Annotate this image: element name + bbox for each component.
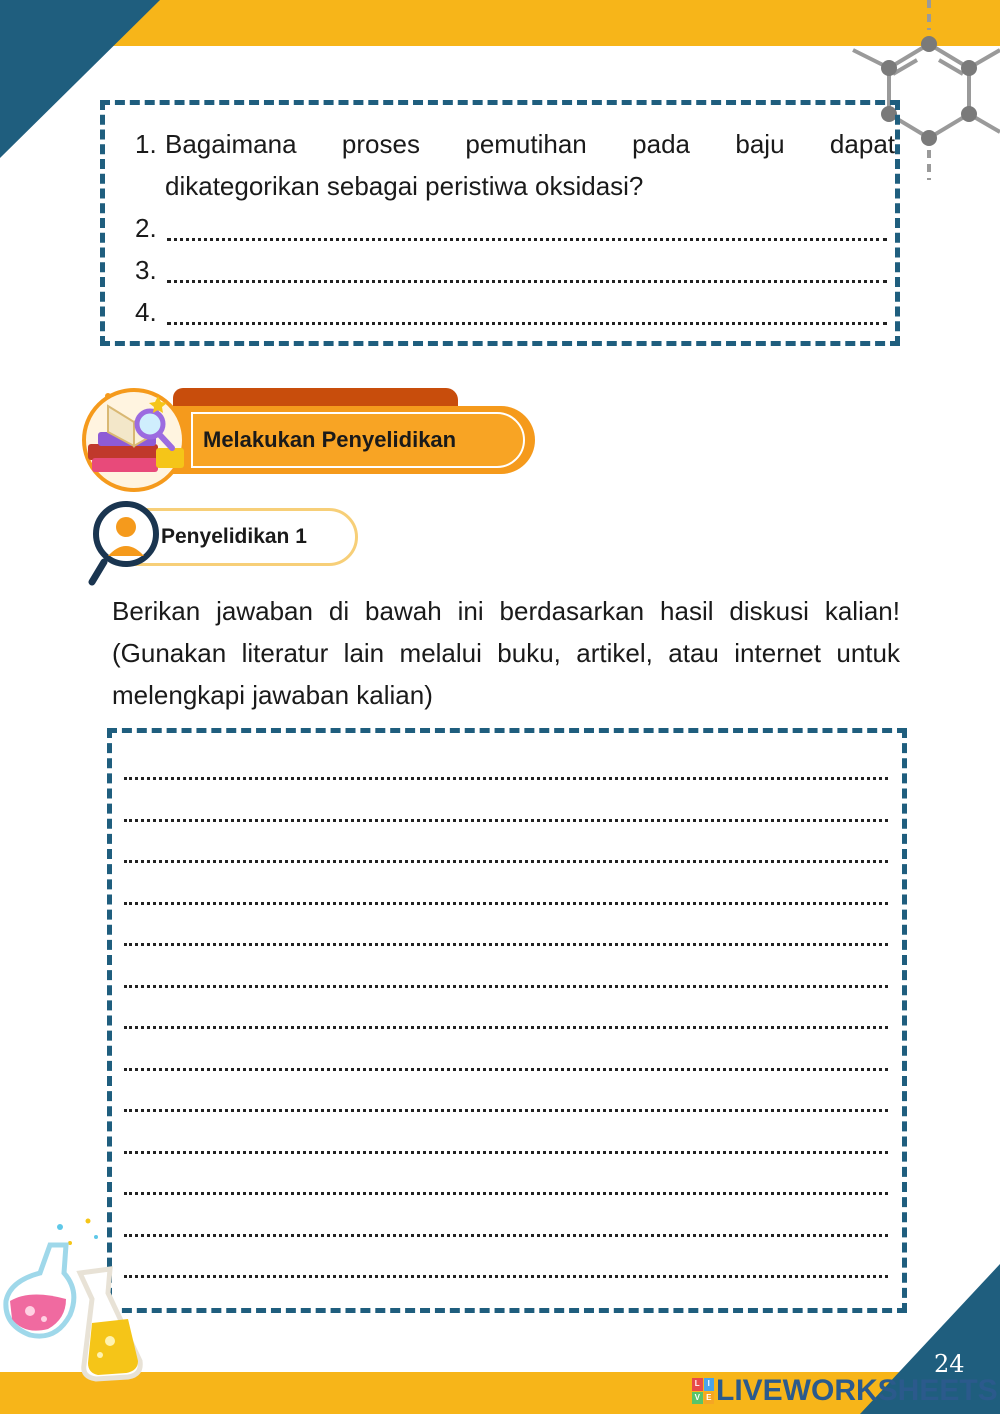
question-text-continued: dikategorikan sebagai peristiwa oksidasi? <box>165 171 644 201</box>
books-magnifier-icon <box>78 386 198 496</box>
question-list <box>135 123 895 333</box>
investigation-title: Penyelidikan 1 <box>161 525 307 548</box>
watermark-text: LIVEWORKSHEETS <box>716 1374 998 1407</box>
answer-line[interactable] <box>124 777 888 780</box>
answer-line[interactable] <box>124 1068 888 1071</box>
chemistry-flasks-icon <box>0 1215 160 1385</box>
answer-line[interactable] <box>124 819 888 822</box>
question-item <box>135 249 895 291</box>
section-header <box>78 386 538 496</box>
answer-line[interactable] <box>124 860 888 863</box>
answer-line[interactable] <box>124 1109 888 1112</box>
answer-line[interactable] <box>124 1151 888 1154</box>
investigation-header <box>88 500 368 586</box>
answer-line[interactable] <box>124 985 888 988</box>
answer-line[interactable] <box>124 902 888 905</box>
question-number: 3. <box>135 255 157 285</box>
answer-line[interactable] <box>124 1234 888 1237</box>
answer-line[interactable] <box>124 1026 888 1029</box>
question-number: 4. <box>135 297 157 327</box>
answer-line[interactable] <box>124 1192 888 1195</box>
answer-line[interactable] <box>124 943 888 946</box>
question-item <box>135 291 895 333</box>
question-item-continued <box>135 165 895 207</box>
question-answer-blank[interactable] <box>165 291 895 333</box>
question-answer-blank[interactable] <box>165 249 895 291</box>
question-item <box>135 123 895 165</box>
question-text: Bagaimana proses pemutihan pada baju dapat <box>165 129 895 159</box>
instruction-text: Berikan jawaban di bawah ini berdasarkan hasil diskusi kalian! (Gunakan literatur lain melalui buku, artikel, atau internet untuk melengkapi jawaban kalian) <box>112 596 900 710</box>
person-magnifier-icon <box>88 500 168 586</box>
answer-line[interactable] <box>124 1275 888 1278</box>
liveworksheets-logo-icon: L I V E <box>692 1378 714 1404</box>
question-item <box>135 207 895 249</box>
liveworksheets-watermark[interactable] <box>692 1374 998 1408</box>
question-answer-blank[interactable] <box>165 207 895 249</box>
question-number: 1. <box>135 129 157 159</box>
section-header-pill <box>173 406 535 474</box>
section-title: Melakukan Penyelidikan <box>203 427 457 452</box>
page-number: 24 <box>934 1350 965 1378</box>
answer-box[interactable] <box>107 728 907 1313</box>
question-number: 2. <box>135 213 157 243</box>
question-box <box>100 100 900 346</box>
